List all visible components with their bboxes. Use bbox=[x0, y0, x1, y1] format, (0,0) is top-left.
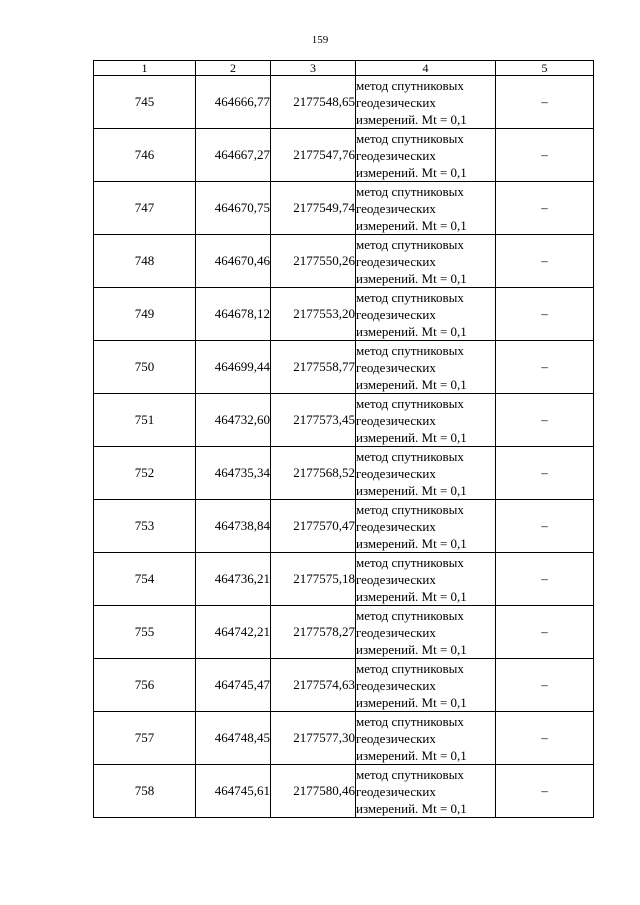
point-number-cell: 752 bbox=[94, 447, 196, 500]
method-line: метод спутниковых bbox=[356, 766, 464, 782]
method-line: измерений. Mt = 0,1 bbox=[356, 164, 467, 180]
method-line: метод спутниковых bbox=[356, 342, 464, 358]
method-line: геодезических bbox=[356, 412, 436, 428]
x-coordinate-cell: 464678,12 bbox=[196, 288, 271, 341]
method-line: метод спутниковых bbox=[356, 713, 464, 729]
y-coordinate-cell: 2177568,52 bbox=[271, 447, 356, 500]
method-cell bbox=[356, 182, 496, 235]
point-number-cell: 749 bbox=[94, 288, 196, 341]
point-number-cell: 745 bbox=[94, 76, 196, 129]
method-line: измерений. Mt = 0,1 bbox=[356, 535, 467, 551]
header-cell-5: 5 bbox=[496, 61, 594, 76]
method-line: метод спутниковых bbox=[356, 607, 464, 623]
method-line: измерений. Mt = 0,1 bbox=[356, 217, 467, 233]
method-line: геодезических bbox=[356, 359, 436, 375]
method-cell bbox=[356, 659, 496, 712]
note-cell: – bbox=[496, 394, 594, 447]
note-cell: – bbox=[496, 76, 594, 129]
table-row bbox=[94, 500, 594, 553]
y-coordinate-cell: 2177578,27 bbox=[271, 606, 356, 659]
method-line: геодезических bbox=[356, 465, 436, 481]
method-cell bbox=[356, 606, 496, 659]
table-row bbox=[94, 341, 594, 394]
method-cell bbox=[356, 500, 496, 553]
note-cell: – bbox=[496, 341, 594, 394]
y-coordinate-cell: 2177558,77 bbox=[271, 341, 356, 394]
note-cell: – bbox=[496, 129, 594, 182]
point-number-cell: 746 bbox=[94, 129, 196, 182]
point-number-cell: 756 bbox=[94, 659, 196, 712]
method-line: метод спутниковых bbox=[356, 77, 464, 93]
point-number-cell: 757 bbox=[94, 712, 196, 765]
x-coordinate-cell: 464745,61 bbox=[196, 765, 271, 818]
method-line: геодезических bbox=[356, 677, 436, 693]
method-cell bbox=[356, 553, 496, 606]
point-number-cell: 747 bbox=[94, 182, 196, 235]
point-number-cell: 748 bbox=[94, 235, 196, 288]
table-row bbox=[94, 765, 594, 818]
table-body bbox=[94, 61, 594, 818]
method-line: метод спутниковых bbox=[356, 130, 464, 146]
method-cell bbox=[356, 235, 496, 288]
y-coordinate-cell: 2177574,63 bbox=[271, 659, 356, 712]
method-line: геодезических bbox=[356, 253, 436, 269]
method-cell bbox=[356, 129, 496, 182]
method-line: измерений. Mt = 0,1 bbox=[356, 270, 467, 286]
table-row bbox=[94, 447, 594, 500]
method-line: метод спутниковых bbox=[356, 289, 464, 305]
point-number-cell: 755 bbox=[94, 606, 196, 659]
table-row bbox=[94, 659, 594, 712]
coordinates-table bbox=[93, 60, 594, 818]
y-coordinate-cell: 2177573,45 bbox=[271, 394, 356, 447]
table-row bbox=[94, 712, 594, 765]
method-line: измерений. Mt = 0,1 bbox=[356, 800, 467, 816]
point-number-cell: 758 bbox=[94, 765, 196, 818]
x-coordinate-cell: 464742,21 bbox=[196, 606, 271, 659]
x-coordinate-cell: 464745,47 bbox=[196, 659, 271, 712]
method-line: измерений. Mt = 0,1 bbox=[356, 694, 467, 710]
note-cell: – bbox=[496, 288, 594, 341]
note-cell: – bbox=[496, 447, 594, 500]
x-coordinate-cell: 464748,45 bbox=[196, 712, 271, 765]
table-row bbox=[94, 129, 594, 182]
note-cell: – bbox=[496, 659, 594, 712]
x-coordinate-cell: 464732,60 bbox=[196, 394, 271, 447]
method-line: измерений. Mt = 0,1 bbox=[356, 429, 467, 445]
method-cell bbox=[356, 447, 496, 500]
method-line: измерений. Mt = 0,1 bbox=[356, 376, 467, 392]
method-line: метод спутниковых bbox=[356, 183, 464, 199]
point-number-cell: 751 bbox=[94, 394, 196, 447]
table-row bbox=[94, 606, 594, 659]
method-line: геодезических bbox=[356, 571, 436, 587]
y-coordinate-cell: 2177548,65 bbox=[271, 76, 356, 129]
page-number: 159 bbox=[311, 34, 329, 46]
table-row bbox=[94, 76, 594, 129]
method-line: измерений. Mt = 0,1 bbox=[356, 747, 467, 763]
method-line: измерений. Mt = 0,1 bbox=[356, 588, 467, 604]
y-coordinate-cell: 2177550,26 bbox=[271, 235, 356, 288]
table-row bbox=[94, 553, 594, 606]
x-coordinate-cell: 464735,34 bbox=[196, 447, 271, 500]
method-line: геодезических bbox=[356, 730, 436, 746]
table-row bbox=[94, 235, 594, 288]
method-line: измерений. Mt = 0,1 bbox=[356, 323, 467, 339]
point-number-cell: 754 bbox=[94, 553, 196, 606]
note-cell: – bbox=[496, 553, 594, 606]
method-line: метод спутниковых bbox=[356, 448, 464, 464]
y-coordinate-cell: 2177547,76 bbox=[271, 129, 356, 182]
header-cell-3: 3 bbox=[271, 61, 356, 76]
x-coordinate-cell: 464699,44 bbox=[196, 341, 271, 394]
method-line: геодезических bbox=[356, 200, 436, 216]
note-cell: – bbox=[496, 235, 594, 288]
y-coordinate-cell: 2177575,18 bbox=[271, 553, 356, 606]
method-line: геодезических bbox=[356, 624, 436, 640]
table-row bbox=[94, 182, 594, 235]
table-row bbox=[94, 288, 594, 341]
y-coordinate-cell: 2177580,46 bbox=[271, 765, 356, 818]
method-line: метод спутниковых bbox=[356, 660, 464, 676]
method-cell bbox=[356, 712, 496, 765]
y-coordinate-cell: 2177577,30 bbox=[271, 712, 356, 765]
header-cell-4: 4 bbox=[356, 61, 496, 76]
method-line: измерений. Mt = 0,1 bbox=[356, 641, 467, 657]
method-line: геодезических bbox=[356, 518, 436, 534]
method-line: геодезических bbox=[356, 147, 436, 163]
method-cell bbox=[356, 394, 496, 447]
method-line: метод спутниковых bbox=[356, 554, 464, 570]
header-cell-1: 1 bbox=[94, 61, 196, 76]
method-line: геодезических bbox=[356, 306, 436, 322]
note-cell: – bbox=[496, 712, 594, 765]
x-coordinate-cell: 464670,75 bbox=[196, 182, 271, 235]
point-number-cell: 750 bbox=[94, 341, 196, 394]
note-cell: – bbox=[496, 182, 594, 235]
x-coordinate-cell: 464667,27 bbox=[196, 129, 271, 182]
note-cell: – bbox=[496, 606, 594, 659]
method-cell bbox=[356, 76, 496, 129]
x-coordinate-cell: 464736,21 bbox=[196, 553, 271, 606]
method-line: метод спутниковых bbox=[356, 501, 464, 517]
x-coordinate-cell: 464670,46 bbox=[196, 235, 271, 288]
method-line: измерений. Mt = 0,1 bbox=[356, 111, 467, 127]
table-header-row bbox=[94, 61, 594, 76]
y-coordinate-cell: 2177549,74 bbox=[271, 182, 356, 235]
method-line: измерений. Mt = 0,1 bbox=[356, 482, 467, 498]
method-cell bbox=[356, 341, 496, 394]
method-line: метод спутниковых bbox=[356, 236, 464, 252]
method-cell bbox=[356, 765, 496, 818]
note-cell: – bbox=[496, 765, 594, 818]
x-coordinate-cell: 464738,84 bbox=[196, 500, 271, 553]
method-line: геодезических bbox=[356, 783, 436, 799]
x-coordinate-cell: 464666,77 bbox=[196, 76, 271, 129]
table-row bbox=[94, 394, 594, 447]
method-line: метод спутниковых bbox=[356, 395, 464, 411]
note-cell: – bbox=[496, 500, 594, 553]
point-number-cell: 753 bbox=[94, 500, 196, 553]
header-cell-2: 2 bbox=[196, 61, 271, 76]
method-cell bbox=[356, 288, 496, 341]
y-coordinate-cell: 2177553,20 bbox=[271, 288, 356, 341]
method-line: геодезических bbox=[356, 94, 436, 110]
y-coordinate-cell: 2177570,47 bbox=[271, 500, 356, 553]
